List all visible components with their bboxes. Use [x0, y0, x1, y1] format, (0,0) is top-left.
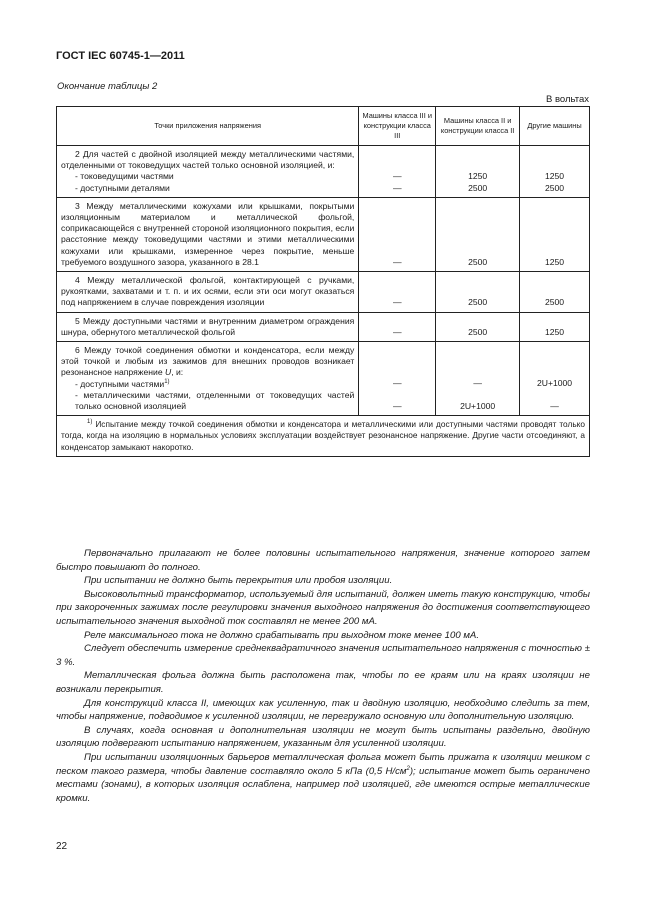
body-text: [56, 547, 590, 805]
value-class3: —: [359, 312, 436, 341]
value-class2: — 2U+1000: [436, 342, 520, 416]
column-header-other: Другие машины: [520, 107, 590, 146]
value-class2: 2500: [436, 197, 520, 271]
paragraph: Реле максимального тока не должно срабатывать при выходном токе менее 100 мА.: [84, 629, 479, 641]
paragraph: Следует обеспечить измерение среднеквадратичного значения испытательного напряжения с точностью ± 3 %.: [56, 643, 590, 668]
table-row: [57, 197, 590, 271]
row-description: [57, 146, 359, 198]
value-class3: —: [359, 197, 436, 271]
row-description: 5 Между доступными частями и внутренним диаметром ограждения шнура, обернутого металлической фольгой: [57, 312, 359, 341]
value-other: 1250: [520, 197, 590, 271]
row-item: - токоведущими частями: [75, 171, 174, 182]
voltage-table: [56, 106, 590, 457]
paragraph: При испытании не должно быть перекрытия или пробоя изоляции.: [84, 575, 393, 587]
column-header-points: Точки приложения напряжения: [57, 107, 359, 146]
value-other: 2U+1000 —: [520, 342, 590, 416]
value-other: 2500: [520, 272, 590, 313]
value-class2: 2500: [436, 312, 520, 341]
table-row: [57, 342, 590, 416]
row-description: 3 Между металлическими кожухами или крышками, покрытыми изоляционным материалом и металлической фольгой, соприкасающейся с внутренней стороной изоляционного покрытия, если расстояние между токоведущими частями и этими металлическими кожухами или крышками, измеренное через покрытие, меньше требуемого воздушного зазора, указанного в 28.1: [57, 197, 359, 271]
paragraph: Для конструкций класса II, имеющих как усиленную, так и двойную изоляцию, необходимо следить за тем, чтобы напряжение, подводимое к усиленной изоляции, не перегружало основную или дополнительную изоляцию.: [56, 697, 590, 723]
page-number: 22: [56, 841, 68, 852]
table-row: [57, 272, 590, 313]
paragraph: В случаях, когда основная и дополнительная изоляции не могут быть испытаны раздельно, двойную изоляцию подвергают испытанию напряжением, указанным для усиленной изоляции.: [56, 724, 590, 750]
table-footnote: $^{1)}$ Испытание между точкой соединения обмотки и конденсатора и металлическими или доступными частями проводят только тогда, когда на изоляцию в нормальных условиях эксплуатации воздействует резонансное напряжение. Другие части отсоединяют, а конденсатор замыкают накоротко.: [57, 416, 590, 457]
paragraph: При испытании изоляционных барьеров металлическая фольга может быть прижата к изоляции мешком с песком такого размера, чтобы давление составляло около 5 кПа (0,5 $Н/см^2$); испытание может быть ограничено местами (зонами), в которых изоляция ослаблена, например под изоляцией, где имеются острые металлические кромки.: [56, 751, 590, 804]
footnote-ref: 1): [164, 378, 170, 385]
table-header-row: [57, 107, 590, 146]
paragraph: Высоковольтный трансформатор, используемый для испытаний, должен иметь такую конструкцию, чтобы при закороченных зажимах после регулировки значения выходного напряжения до достижения соответствующего испытательного значения выходной ток составлял не менее 200 мА.: [56, 588, 590, 627]
table-caption: Окончание таблицы 2: [57, 81, 158, 92]
row-description: 6 Между точкой соединения обмотки и конденсатора, если между этой точкой и любым из зажимов для внешних проводов возникает резонансное напряжение U, и: - доступными частями$^{1)}$ - металлическими частями, отделенными от токоведущих частей только основной изоляцией: [57, 342, 359, 416]
standard-header: ГОСТ IEC 60745-1—2011: [56, 50, 185, 62]
paragraph: Металлическая фольга должна быть расположена так, чтобы по ее краям или на краях изоляции не возникали перекрытия.: [56, 670, 590, 695]
column-header-class3: Машины класса III и конструкции класса III: [359, 107, 436, 146]
table-row: [57, 312, 590, 341]
value-other: 1250 2500: [520, 146, 590, 198]
row-description: 4 Между металлической фольгой, контактирующей с ручками, рукоятками, захватами и т. п. и их осями, если эти оси могут оказаться под напряжением в случае повреждения изоляции: [57, 272, 359, 313]
value-class3: — —: [359, 146, 436, 198]
value-other: 1250: [520, 312, 590, 341]
value-class3: — —: [359, 342, 436, 416]
table-footnote-row: [57, 416, 590, 457]
column-header-class2: Машины класса II и конструкции класса II: [436, 107, 520, 146]
row-item: - доступными деталями: [75, 182, 170, 193]
row-text: 2 Для частей с двойной изоляцией между металлическими частями, отделенными от токоведущих частей только основной изоляцией, и:: [61, 149, 355, 171]
value-class2: 1250 2500: [436, 146, 520, 198]
paragraph: Первоначально прилагают не более половины испытательного напряжения, значение которого затем быстро повышают до полного.: [56, 548, 590, 573]
table-row: [57, 146, 590, 198]
value-class2: 2500: [436, 272, 520, 313]
units-label: В вольтах: [546, 94, 590, 105]
value-class3: —: [359, 272, 436, 313]
